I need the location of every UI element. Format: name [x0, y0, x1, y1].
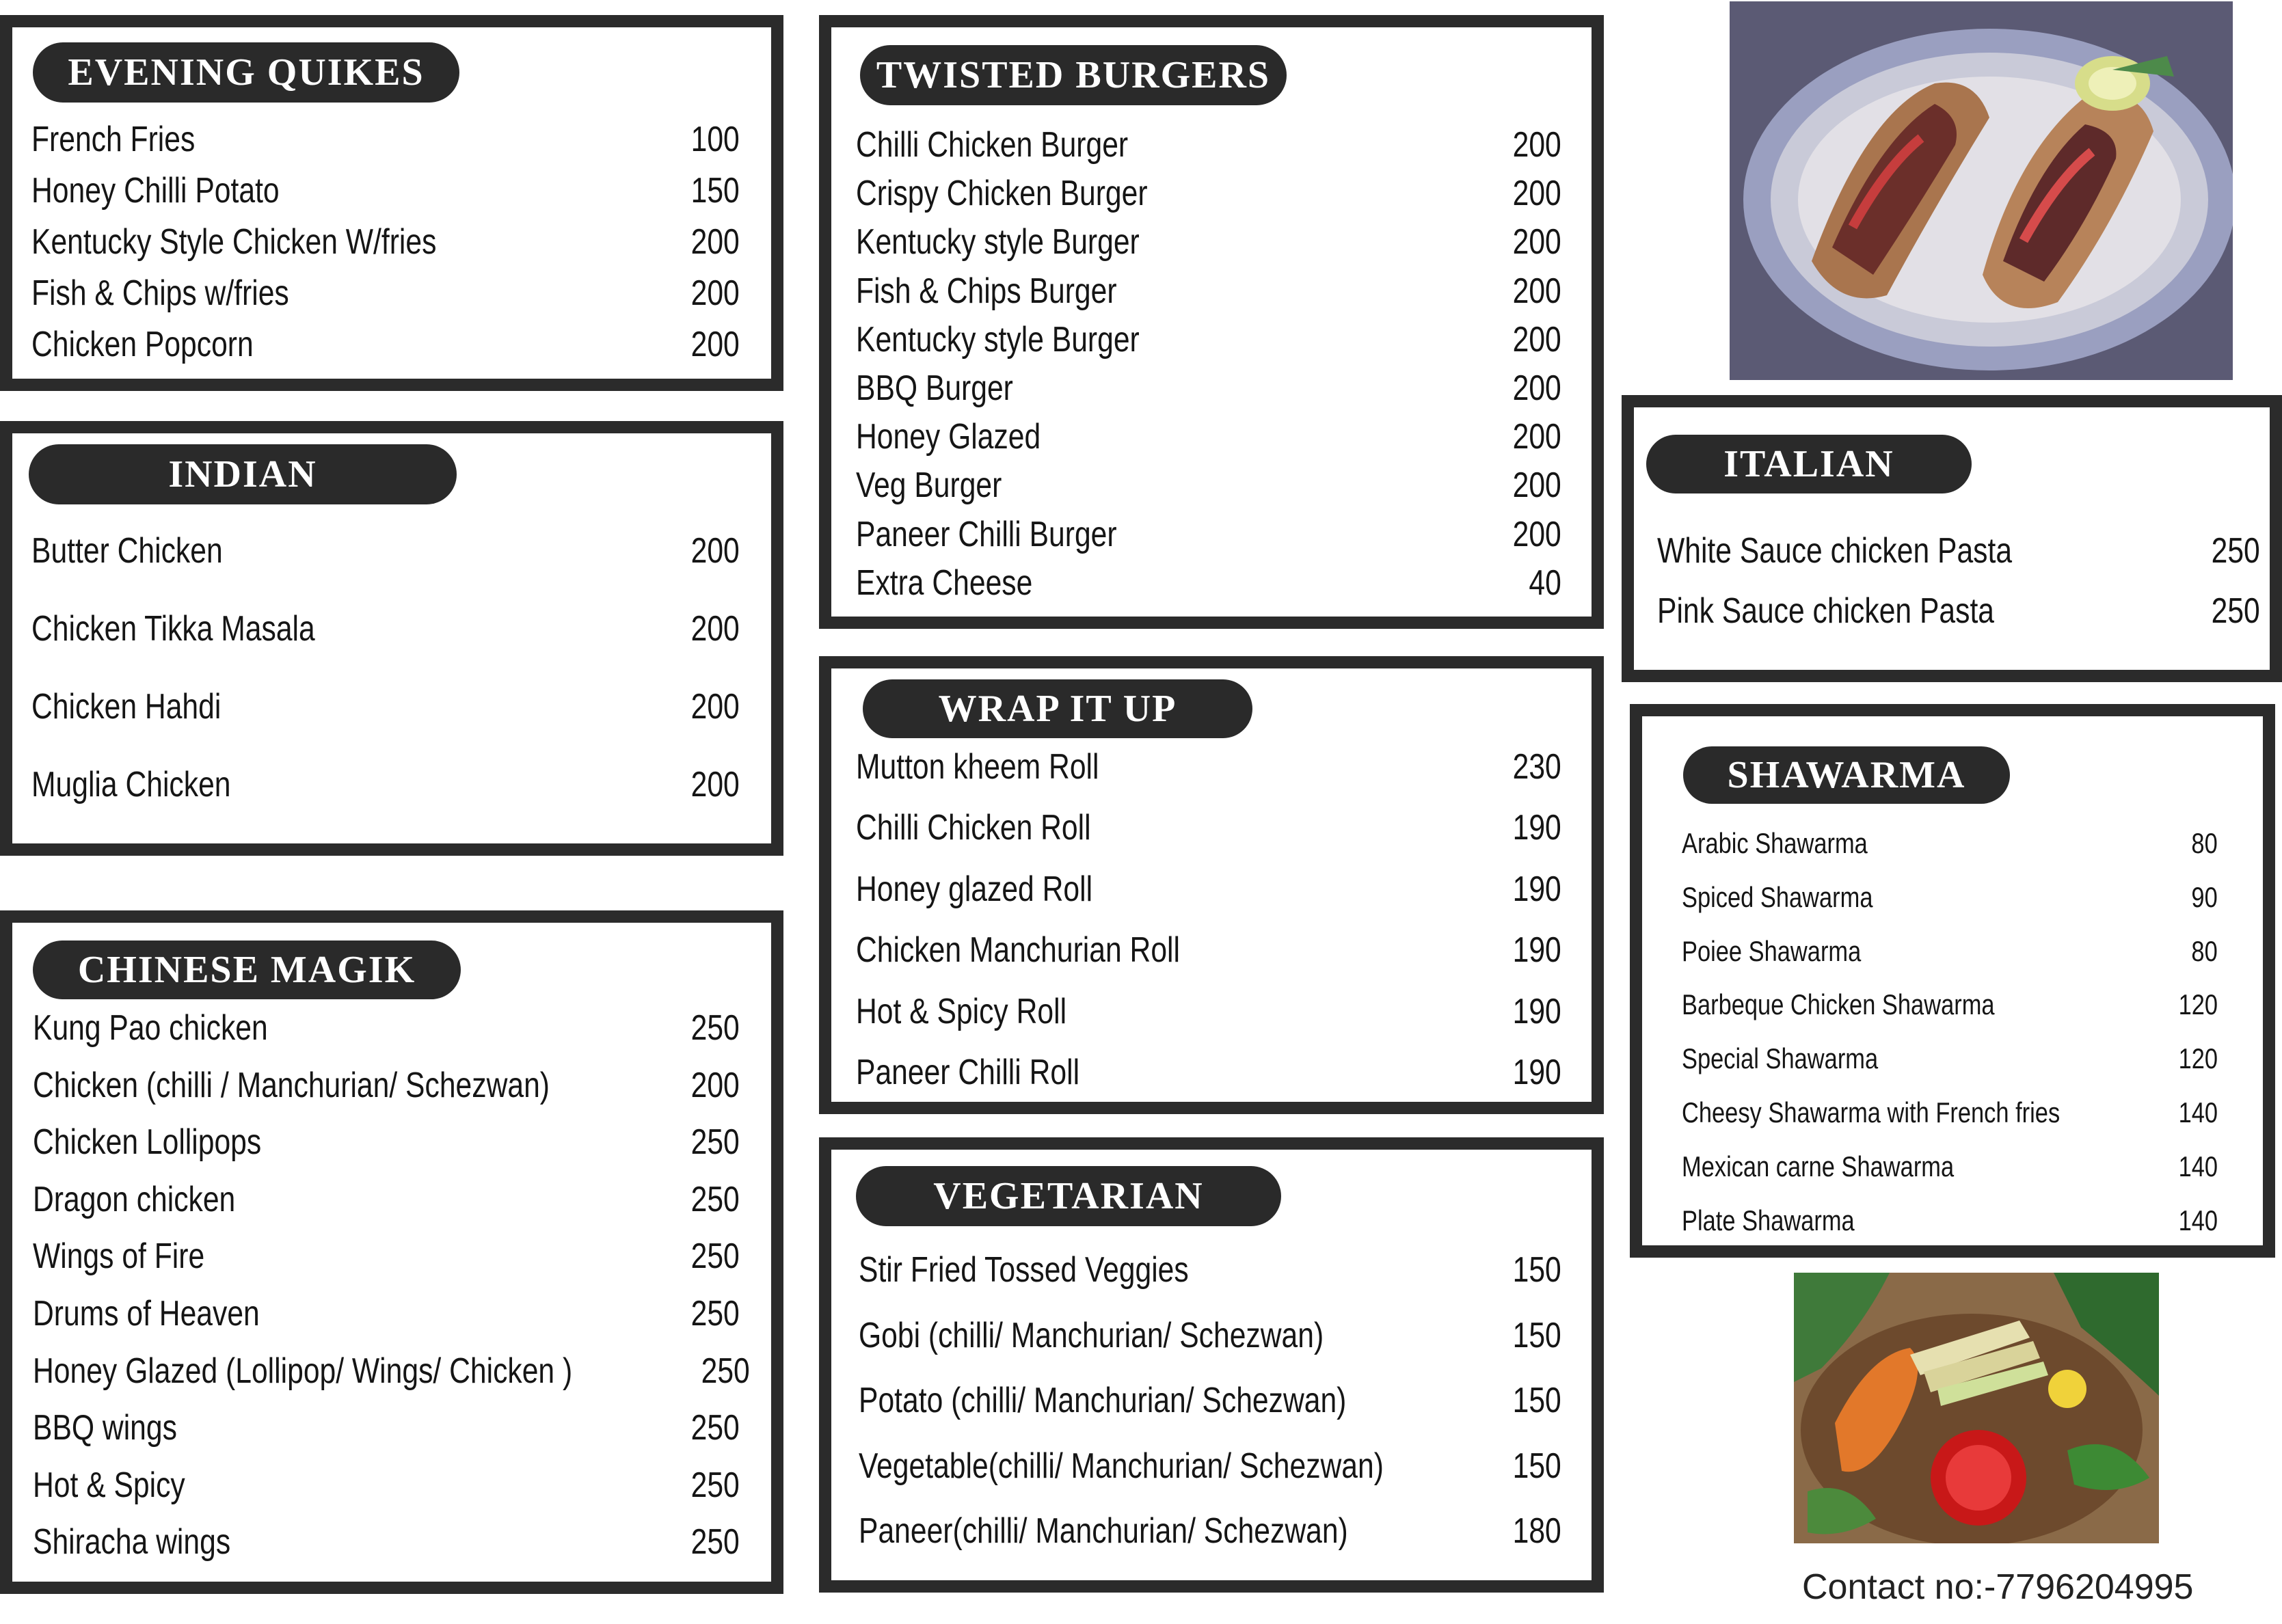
menu-item-price: 200	[690, 608, 740, 649]
menu-item-price: 230	[1512, 746, 1561, 787]
menu-item-name: BBQ Burger	[856, 368, 1013, 408]
menu-item-price: 200	[1512, 271, 1561, 311]
menu-item	[33, 1521, 740, 1563]
menu-item	[859, 1249, 1561, 1291]
menu-item-price: 200	[690, 273, 740, 313]
menu-item	[33, 1064, 740, 1106]
menu-item-name: Chicken Tikka Masala	[31, 608, 315, 649]
menu-item-price: 250	[690, 1522, 740, 1562]
menu-item-price: 140	[2178, 1096, 2218, 1128]
menu-item-name: Paneer Chilli Burger	[856, 514, 1117, 554]
menu-item	[31, 323, 740, 366]
menu-item-name: BBQ wings	[33, 1408, 177, 1448]
menu-item-price: 200	[1512, 319, 1561, 360]
menu-item-name: Chicken Hahdi	[31, 686, 222, 727]
menu-item	[33, 1007, 740, 1049]
menu-item-name: Dragon chicken	[33, 1179, 236, 1219]
shawarma-title: SHAWARMA	[1683, 746, 2010, 804]
menu-item	[1682, 1203, 2218, 1237]
menu-item	[856, 513, 1561, 555]
menu-item	[33, 1464, 740, 1506]
menu-item	[856, 269, 1561, 312]
menu-item	[33, 1349, 751, 1392]
menu-item-name: Crispy Chicken Burger	[856, 174, 1148, 214]
menu-item	[31, 608, 740, 650]
menu-item-price: 200	[1512, 368, 1561, 408]
menu-item-name: Shiracha wings	[33, 1522, 231, 1562]
menu-item-price: 200	[1512, 174, 1561, 214]
menu-item-price: 200	[1512, 514, 1561, 554]
menu-item-price: 200	[1512, 222, 1561, 262]
menu-item-price: 140	[2178, 1150, 2218, 1182]
menu-item-price: 150	[1512, 1315, 1561, 1355]
menu-item-price: 80	[2191, 934, 2218, 967]
menu-item-price: 90	[2191, 880, 2218, 913]
menu-item-price: 200	[1512, 417, 1561, 457]
menu-item-price: 250	[690, 1179, 740, 1219]
evening-quikes-title: EVENING QUIKES	[33, 42, 459, 103]
menu-item	[859, 1379, 1561, 1422]
menu-item	[856, 1051, 1561, 1094]
menu-item	[859, 1314, 1561, 1356]
vegetables-photo	[1794, 1273, 2159, 1543]
menu-item	[1682, 988, 2218, 1022]
menu-item-name: Plate Shawarma	[1682, 1204, 1855, 1236]
menu-item-price: 200	[690, 530, 740, 571]
menu-item	[856, 124, 1561, 166]
menu-item-name: Potato (chilli/ Manchurian/ Schezwan)	[859, 1381, 1347, 1421]
menu-item-name: Drums of Heaven	[33, 1293, 260, 1334]
menu-item	[31, 221, 740, 263]
menu-item-price: 40	[1529, 563, 1561, 603]
menu-item-name: Veg Burger	[856, 465, 1002, 506]
menu-item	[856, 319, 1561, 361]
menu-item-price: 200	[1512, 124, 1561, 165]
menu-item-name: Vegetable(chilli/ Manchurian/ Schezwan)	[859, 1446, 1384, 1486]
menu-item-name: Kentucky style Burger	[856, 222, 1140, 262]
menu-item-price: 250	[690, 1236, 740, 1277]
menu-item-name: Chicken Popcorn	[31, 324, 254, 364]
menu-item-price: 250	[690, 1007, 740, 1048]
menu-item-name: Honey Glazed	[856, 417, 1041, 457]
menu-item	[1682, 1042, 2218, 1076]
menu-item	[33, 1178, 740, 1221]
vegetarian-title: VEGETARIAN	[856, 1166, 1281, 1226]
menu-item	[856, 746, 1561, 788]
menu-item	[31, 272, 740, 314]
contact-number: Contact no:-7796204995	[1802, 1567, 2194, 1607]
wrap-photo	[1730, 1, 2233, 380]
menu-item-price: 140	[2178, 1204, 2218, 1236]
menu-item	[31, 763, 740, 806]
menu-item-price: 250	[701, 1351, 751, 1391]
menu-item-price: 250	[690, 1465, 740, 1505]
italian-title: ITALIAN	[1646, 435, 1972, 493]
menu-item-name: Mexican carne Shawarma	[1682, 1150, 1955, 1182]
menu-item	[856, 929, 1561, 971]
wrap-photo-art	[1730, 1, 2233, 380]
menu-item-price: 190	[1512, 1052, 1561, 1092]
menu-item-name: Special Shawarma	[1682, 1042, 1879, 1075]
menu-item-price: 200	[690, 221, 740, 262]
menu-item-name: Gobi (chilli/ Manchurian/ Schezwan)	[859, 1315, 1324, 1355]
menu-item-name: Kentucky Style Chicken W/fries	[31, 221, 437, 262]
menu-item-price: 120	[2178, 988, 2218, 1021]
menu-item-price: 250	[2211, 591, 2260, 631]
menu-item-name: Hot & Spicy	[33, 1465, 185, 1505]
menu-item-price: 200	[690, 324, 740, 364]
menu-item-name: Butter Chicken	[31, 530, 223, 571]
menu-item-price: 150	[1512, 1446, 1561, 1486]
menu-item	[856, 868, 1561, 910]
menu-item	[1682, 1096, 2218, 1130]
menu-item-name: Kung Pao chicken	[33, 1007, 268, 1048]
menu-item	[1657, 590, 2260, 632]
menu-item-price: 150	[690, 170, 740, 211]
menu-item-price: 80	[2191, 826, 2218, 859]
menu-item-name: Fish & Chips w/fries	[31, 273, 289, 313]
menu-item	[33, 1293, 740, 1335]
menu-item-name: Chilli Chicken Burger	[856, 124, 1129, 165]
menu-item	[856, 464, 1561, 506]
menu-item-name: Hot & Spicy Roll	[856, 991, 1067, 1031]
menu-item	[1682, 880, 2218, 915]
menu-item-name: Chicken Manchurian Roll	[856, 930, 1180, 971]
menu-item	[856, 416, 1561, 458]
menu-item-price: 200	[690, 1065, 740, 1105]
menu-item	[859, 1510, 1561, 1552]
menu-item-price: 250	[690, 1122, 740, 1163]
menu-item	[31, 170, 740, 212]
menu-item-name: French Fries	[31, 119, 196, 159]
menu-item	[33, 1407, 740, 1449]
menu-item	[859, 1445, 1561, 1487]
menu-item	[856, 990, 1561, 1032]
menu-item-price: 200	[1512, 465, 1561, 506]
menu-item-price: 190	[1512, 808, 1561, 848]
wrap-it-up-title: WRAP IT UP	[863, 679, 1252, 738]
menu-item-name: Chilli Chicken Roll	[856, 808, 1091, 848]
menu-item	[31, 530, 740, 572]
menu-item-name: Arabic Shawarma	[1682, 826, 1868, 859]
menu-item	[33, 1235, 740, 1277]
menu-item	[856, 807, 1561, 849]
menu-item	[856, 367, 1561, 409]
menu-item-price: 100	[690, 119, 740, 159]
menu-item-price: 190	[1512, 869, 1561, 909]
indian-title: INDIAN	[29, 444, 457, 504]
menu-item	[856, 221, 1561, 263]
menu-item-name: Kentucky style Burger	[856, 319, 1140, 360]
menu-item-price: 190	[1512, 930, 1561, 971]
menu-item-price: 250	[690, 1293, 740, 1334]
menu-item-name: White Sauce chicken Pasta	[1657, 530, 2013, 571]
menu-item-price: 150	[1512, 1381, 1561, 1421]
menu-item-name: Honey Glazed (Lollipop/ Wings/ Chicken )	[33, 1351, 573, 1391]
chinese-magik-title: CHINESE MAGIK	[33, 940, 461, 999]
menu-item-price: 250	[2211, 530, 2260, 571]
menu-item-name: Chicken Lollipops	[33, 1122, 262, 1163]
menu-item-name: Spiced Shawarma	[1682, 880, 1873, 913]
menu-item-name: Fish & Chips Burger	[856, 271, 1117, 311]
menu-item-name: Wings of Fire	[33, 1236, 205, 1277]
menu-item-name: Chicken (chilli / Manchurian/ Schezwan)	[33, 1065, 550, 1105]
menu-item	[1682, 1150, 2218, 1184]
menu-item	[1682, 934, 2218, 968]
menu-item	[33, 1121, 740, 1163]
vegetables-photo-art	[1794, 1273, 2159, 1543]
menu-item-name: Honey glazed Roll	[856, 869, 1093, 909]
menu-item-price: 150	[1512, 1249, 1561, 1290]
menu-item-name: Cheesy Shawarma with French fries	[1682, 1096, 2060, 1128]
menu-item-price: 250	[690, 1408, 740, 1448]
menu-item-price: 190	[1512, 991, 1561, 1031]
menu-item-name: Pink Sauce chicken Pasta	[1657, 591, 1995, 631]
menu-item-name: Honey Chilli Potato	[31, 170, 280, 211]
menu-item-name: Poiee Shawarma	[1682, 934, 1862, 967]
menu-item	[1657, 530, 2260, 572]
twisted-burgers-title: TWISTED BURGERS	[860, 45, 1287, 105]
menu-item-name: Stir Fried Tossed Veggies	[859, 1249, 1189, 1290]
menu-item-name: Muglia Chicken	[31, 764, 231, 804]
menu-item-price: 200	[690, 686, 740, 727]
menu-item-price: 120	[2178, 1042, 2218, 1075]
menu-item-name: Barbeque Chicken Shawarma	[1682, 988, 1995, 1021]
menu-item-name: Mutton kheem Roll	[856, 746, 1099, 787]
menu-item	[1682, 826, 2218, 861]
menu-item	[856, 172, 1561, 215]
menu-item-name: Paneer(chilli/ Manchurian/ Schezwan)	[859, 1511, 1348, 1552]
menu-item	[31, 118, 740, 161]
menu-item-price: 180	[1512, 1511, 1561, 1552]
menu-item-price: 200	[690, 764, 740, 804]
menu-item	[856, 562, 1561, 604]
menu-item-name: Extra Cheese	[856, 563, 1033, 603]
menu-item-name: Paneer Chilli Roll	[856, 1052, 1080, 1092]
menu-item	[31, 686, 740, 728]
